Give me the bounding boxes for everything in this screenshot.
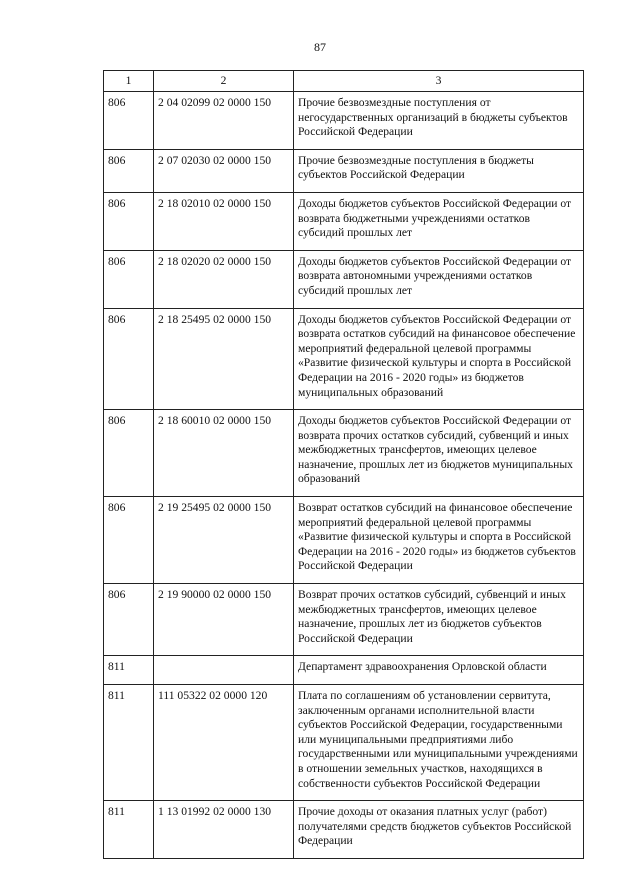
description-cell: Возврат прочих остатков субсидий, субвенций и иных межбюджетных трансфертов, имеющих целевое назначение, прошлых лет из бюджетов субъектов Российской Федерации (294, 584, 584, 656)
page-number: 87 (314, 40, 326, 54)
table-row (104, 801, 584, 859)
table-header-row (104, 71, 584, 92)
description-cell: Доходы бюджетов субъектов Российской Федерации от возврата остатков субсидий на финансовое обеспечение мероприятий федеральной целевой программы «Развитие физической культуры и спорта в Российской Федерации на 2016 - 2020 годы» из бюджетов муниципальных образований (294, 308, 584, 410)
budget-code-cell: 2 19 25495 02 0000 150 (154, 497, 294, 584)
table-row (104, 250, 584, 308)
table-row (104, 149, 584, 192)
budget-code-cell: 111 05322 02 0000 120 (154, 685, 294, 801)
admin-code-cell: 811 (104, 685, 154, 801)
budget-code-cell: 2 18 02020 02 0000 150 (154, 250, 294, 308)
table-row (104, 656, 584, 685)
description-cell: Департамент здравоохранения Орловской области (294, 656, 584, 685)
description-cell: Плата по соглашениям об установлении сервитута, заключенным органами исполнительной власти субъектов Российской Федерации, государственными или муниципальными предприятиями либо государственными или муниципальными учреждениями в отношении земельных участков, находящихся в собственности субъектов Российской Федерации (294, 685, 584, 801)
admin-code-cell: 806 (104, 250, 154, 308)
budget-code-cell: 2 07 02030 02 0000 150 (154, 149, 294, 192)
table-row (104, 308, 584, 410)
description-cell: Прочие доходы от оказания платных услуг (работ) получателями средств бюджетов субъектов Российской Федерации (294, 801, 584, 859)
table-row (104, 192, 584, 250)
column-header-2: 2 (154, 71, 294, 92)
table-row (104, 410, 584, 497)
description-cell: Прочие безвозмездные поступления в бюджеты субъектов Российской Федерации (294, 149, 584, 192)
budget-code-cell: 2 18 02010 02 0000 150 (154, 192, 294, 250)
budget-code-cell: 2 18 25495 02 0000 150 (154, 308, 294, 410)
admin-code-cell: 806 (104, 497, 154, 584)
description-cell: Доходы бюджетов субъектов Российской Федерации от возврата бюджетными учреждениями остатков субсидий прошлых лет (294, 192, 584, 250)
budget-code-cell: 2 04 02099 02 0000 150 (154, 92, 294, 150)
budget-code-cell: 1 13 01992 02 0000 130 (154, 801, 294, 859)
admin-code-cell: 806 (104, 92, 154, 150)
description-cell: Доходы бюджетов субъектов Российской Федерации от возврата прочих остатков субсидий, субвенций и иных межбюджетных трансфертов, имеющих целевое назначение, прошлых лет из бюджетов муниципальных образований (294, 410, 584, 497)
admin-code-cell: 811 (104, 656, 154, 685)
admin-code-cell: 806 (104, 149, 154, 192)
admin-code-cell: 811 (104, 801, 154, 859)
column-header-1: 1 (104, 71, 154, 92)
table-row (104, 685, 584, 801)
description-cell: Прочие безвозмездные поступления от негосударственных организаций в бюджеты субъектов Российской Федерации (294, 92, 584, 150)
budget-code-cell (154, 656, 294, 685)
admin-code-cell: 806 (104, 308, 154, 410)
budget-code-cell: 2 18 60010 02 0000 150 (154, 410, 294, 497)
table-row (104, 584, 584, 656)
admin-code-cell: 806 (104, 192, 154, 250)
description-cell: Доходы бюджетов субъектов Российской Федерации от возврата автономными учреждениями остатков субсидий прошлых лет (294, 250, 584, 308)
budget-code-cell: 2 19 90000 02 0000 150 (154, 584, 294, 656)
table-row (104, 497, 584, 584)
description-cell: Возврат остатков субсидий на финансовое обеспечение мероприятий федеральной целевой программы «Развитие физической культуры и спорта в Российской Федерации на 2016 - 2020 годы» из бюджетов субъектов Российской Федерации (294, 497, 584, 584)
revenue-codes-table (103, 70, 584, 859)
admin-code-cell: 806 (104, 410, 154, 497)
table-row (104, 92, 584, 150)
column-header-3: 3 (294, 71, 584, 92)
admin-code-cell: 806 (104, 584, 154, 656)
